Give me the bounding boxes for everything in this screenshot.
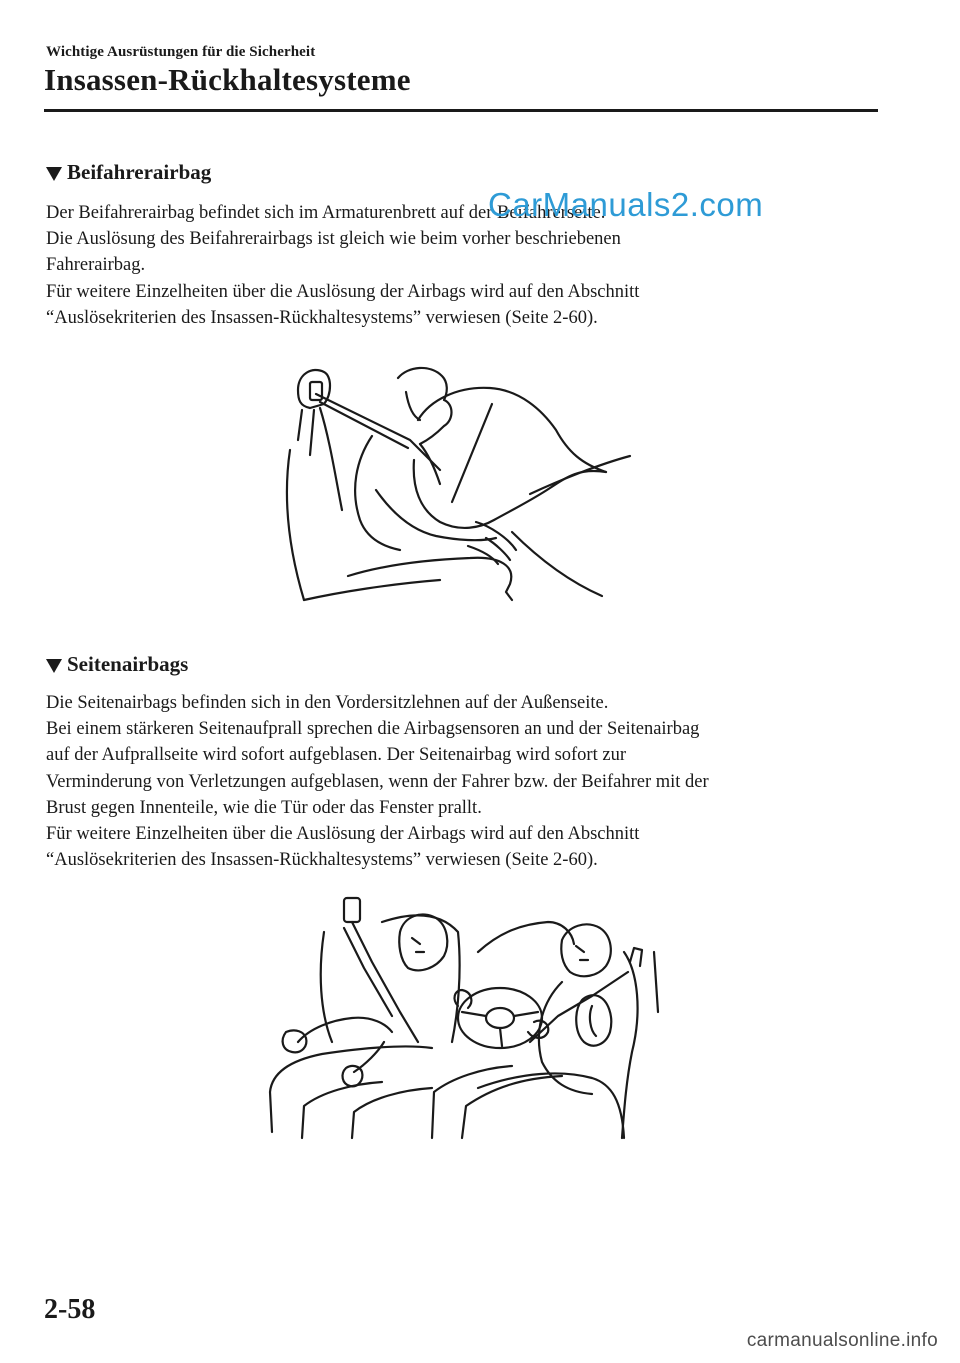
carmanuals-watermark: CarManuals2.com (488, 186, 764, 223)
triangle-bullet-icon (46, 659, 62, 673)
triangle-bullet-icon (46, 167, 62, 181)
footer-watermark: carmanualsonline.info (746, 1330, 938, 1351)
side-airbags-paragraph: Die Seitenairbags befinden sich in den Vordersitzlehnen auf der Außenseite. Bei einem stärkeren Seitenaufprall sprechen die Airbagsensoren an und der Seitenairbag auf der Aufprallseite wird sofort aufgeblasen. Der Seitenairbag wird sofort zur Verminderung von Verletzungen aufgeblasen, wenn der Fahrer bzw. der Beifahrer mit der Brust gegen Innenteile, wie die Tür oder das Fenster prallt. Für weitere Einzelheiten über die Auslösung der Airbags wird auf den Abschnitt “Auslösekriterien des Insassen-Rückhaltesystems” verwiesen (Seite 2-60). (46, 693, 709, 871)
title-divider (44, 109, 878, 112)
passenger-airbag-illustration (280, 360, 640, 610)
page-number: 2-58 (44, 1294, 96, 1325)
page-title: Insassen-Rückhaltesysteme (44, 62, 411, 97)
side-airbags-illustration (262, 892, 662, 1142)
section-heading-label: Beifahrerairbag (67, 160, 212, 184)
section-heading-passenger-airbag (46, 160, 211, 185)
section-heading-label: Seitenairbags (67, 652, 189, 676)
section-heading-side-airbags (46, 652, 188, 677)
chapter-header: Wichtige Ausrüstungen für die Sicherheit (46, 44, 316, 60)
passenger-airbag-paragraph: Der Beifahrerairbag befindet sich im Armaturenbrett auf der Beifahrerseite. Die Auslösung des Beifahrerairbags ist gleich wie beim vorher beschriebenen Fahrerairbag. Für weitere Einzelheiten über die Auslösung der Airbags wird auf den Abschnitt “Auslösekriterien des Insassen-Rückhaltesystems” verwiesen (Seite 2-60). (46, 203, 640, 328)
